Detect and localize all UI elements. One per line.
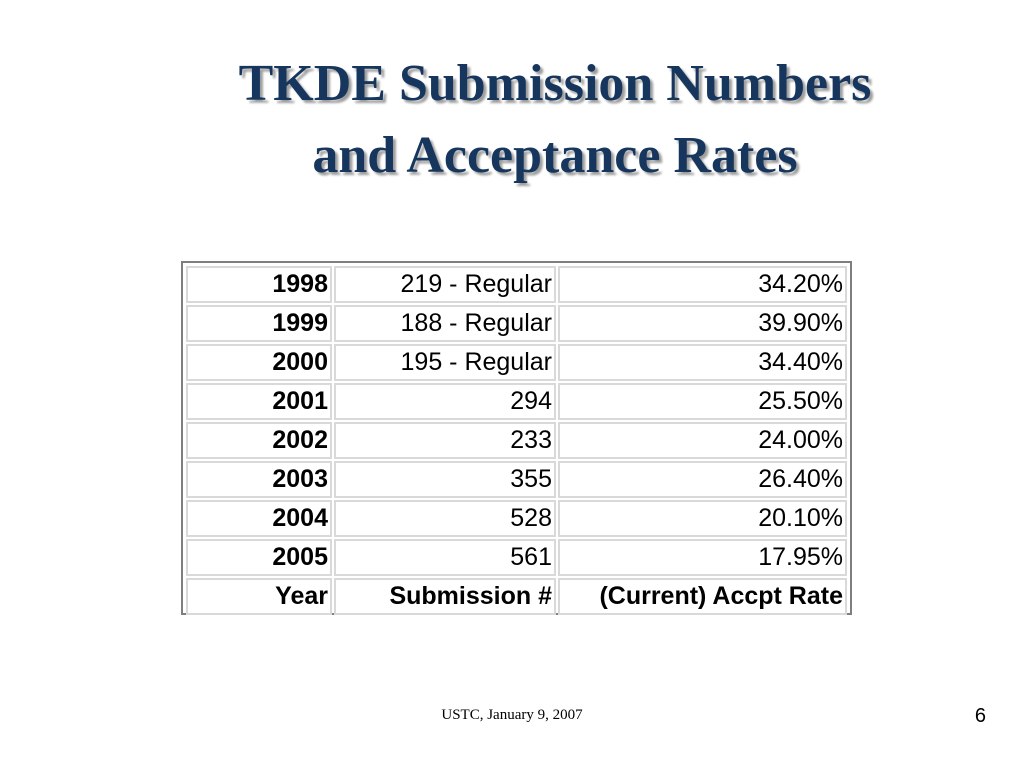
year-cell: 2001 (186, 383, 332, 420)
submission-header: Submission # (334, 578, 556, 615)
acceptance-rate-cell: 24.00% (558, 422, 847, 459)
year-cell: 2003 (186, 461, 332, 498)
year-header: Year (186, 578, 332, 615)
submission-cell: 528 (334, 500, 556, 537)
submission-cell: 355 (334, 461, 556, 498)
submission-cell: 195 - Regular (334, 344, 556, 381)
acceptance-rate-cell: 25.50% (558, 383, 847, 420)
acceptance-rate-cell: 34.40% (558, 344, 847, 381)
table-row (186, 422, 847, 459)
slide-title-line-1: TKDE Submission Numbers (238, 55, 872, 112)
table-header-row (186, 578, 847, 615)
slide-footer: USTC, January 9, 2007 (441, 707, 583, 723)
year-cell: 1998 (186, 266, 332, 303)
acceptance-rate-cell: 26.40% (558, 461, 847, 498)
table-row (186, 266, 847, 303)
slide-number: 6 (974, 705, 986, 727)
year-cell: 2005 (186, 539, 332, 576)
acceptance-rate-header: (Current) Accpt Rate (558, 578, 847, 615)
table-row (186, 500, 847, 537)
table-row (186, 344, 847, 381)
submission-table (184, 264, 849, 617)
slide-title-line-2: and Acceptance Rates (312, 127, 798, 184)
submission-cell: 188 - Regular (334, 305, 556, 342)
submission-cell: 219 - Regular (334, 266, 556, 303)
acceptance-rate-cell: 17.95% (558, 539, 847, 576)
table-row (186, 461, 847, 498)
year-cell: 2000 (186, 344, 332, 381)
table-row (186, 305, 847, 342)
table-row (186, 539, 847, 576)
acceptance-rate-cell: 39.90% (558, 305, 847, 342)
acceptance-rate-cell: 20.10% (558, 500, 847, 537)
acceptance-rate-cell: 34.20% (558, 266, 847, 303)
slide-title (150, 48, 960, 192)
submission-cell: 233 (334, 422, 556, 459)
year-cell: 2004 (186, 500, 332, 537)
submission-cell: 561 (334, 539, 556, 576)
submission-cell: 294 (334, 383, 556, 420)
year-cell: 1999 (186, 305, 332, 342)
year-cell: 2002 (186, 422, 332, 459)
table-row (186, 383, 847, 420)
submission-table-frame (181, 261, 852, 615)
